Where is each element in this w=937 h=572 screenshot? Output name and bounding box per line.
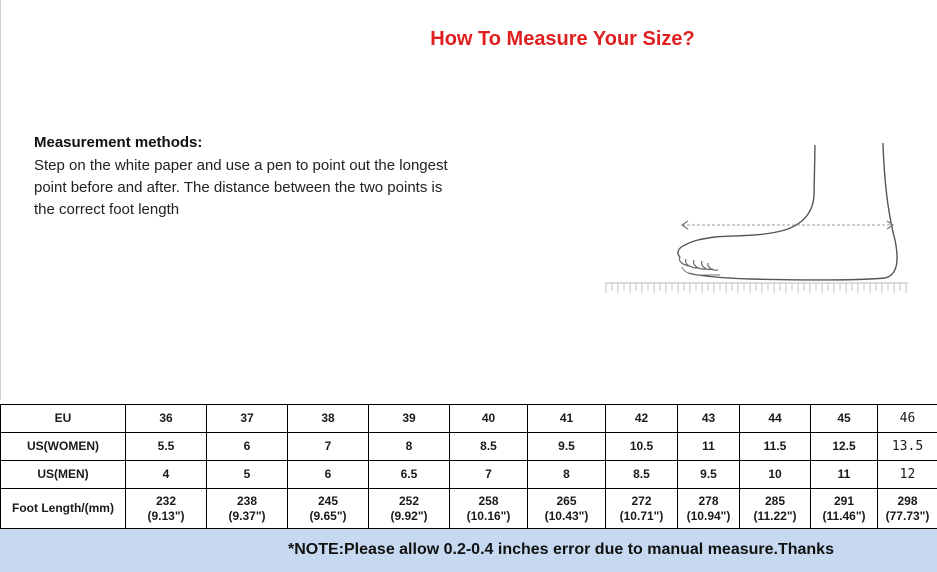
size-cell: 8.5 xyxy=(450,433,528,461)
length-cell xyxy=(740,489,811,529)
page-title: How To Measure Your Size? xyxy=(430,28,695,50)
length-cell xyxy=(606,489,678,529)
size-cell: 4 xyxy=(126,461,207,489)
size-cell: 5.5 xyxy=(126,433,207,461)
size-cell: 11.5 xyxy=(740,433,811,461)
row-label: Foot Length/(mm) xyxy=(1,489,126,529)
length-mm: 232 xyxy=(155,493,177,508)
methods-line: Step on the white paper and use a pen to point out the longest xyxy=(34,157,448,174)
size-cell: 7 xyxy=(288,433,369,461)
size-cell: 6 xyxy=(288,461,369,489)
size-cell: 37 xyxy=(207,405,288,433)
size-cell: 36 xyxy=(126,405,207,433)
size-cell: 38 xyxy=(288,405,369,433)
size-cell: 10.5 xyxy=(606,433,678,461)
size-cell: 9.5 xyxy=(678,461,740,489)
length-mm: 272 xyxy=(631,493,652,508)
length-inches: (10.16") xyxy=(466,508,511,523)
note-text: *NOTE:Please allow 0.2-0.4 inches error due to manual measure.Thanks xyxy=(288,541,834,558)
size-cell: 46 xyxy=(878,405,937,433)
length-inches: (10.71") xyxy=(619,508,664,523)
methods-line: point before and after. The distance between the two points is xyxy=(34,179,443,196)
size-cell: 40 xyxy=(450,405,528,433)
size-cell: 8 xyxy=(369,433,450,461)
size-cell: 12.5 xyxy=(811,433,878,461)
size-cell: 43 xyxy=(678,405,740,433)
length-mm: 265 xyxy=(556,493,577,508)
length-mm: 278 xyxy=(698,493,719,508)
length-mm: 298 xyxy=(897,493,918,508)
size-cell: 6 xyxy=(207,433,288,461)
length-cell xyxy=(450,489,528,529)
length-inches: (9.65") xyxy=(309,508,347,523)
length-inches: (11.22") xyxy=(753,508,797,523)
foot-measure-icon xyxy=(600,135,910,300)
size-cell: 10 xyxy=(740,461,811,489)
row-eu xyxy=(1,405,937,433)
row-label: US(WOMEN) xyxy=(1,433,126,461)
page-edge xyxy=(0,0,1,400)
length-cell xyxy=(288,489,369,529)
row-foot-length xyxy=(1,489,937,529)
size-cell: 12 xyxy=(878,461,937,489)
row-label: US(MEN) xyxy=(1,461,126,489)
length-mm: 285 xyxy=(764,493,786,508)
row-label: EU xyxy=(1,405,126,433)
size-cell: 9.5 xyxy=(528,433,606,461)
size-chart-table xyxy=(0,404,937,529)
length-mm: 291 xyxy=(833,493,855,508)
length-inches: (9.92") xyxy=(390,508,428,523)
length-mm: 245 xyxy=(317,493,339,508)
methods-heading: Measurement methods: xyxy=(34,134,203,151)
methods-body xyxy=(34,155,514,221)
length-cell xyxy=(207,489,288,529)
size-cell: 8.5 xyxy=(606,461,678,489)
size-cell: 13.5 xyxy=(878,433,937,461)
size-cell: 44 xyxy=(740,405,811,433)
size-cell: 11 xyxy=(811,461,878,489)
size-cell: 7 xyxy=(450,461,528,489)
length-inches: (77.73") xyxy=(885,508,930,523)
measurement-methods xyxy=(34,134,514,221)
length-cell xyxy=(878,489,937,529)
length-cell xyxy=(528,489,606,529)
length-cell xyxy=(369,489,450,529)
size-cell: 5 xyxy=(207,461,288,489)
row-us-women xyxy=(1,433,937,461)
size-cell: 39 xyxy=(369,405,450,433)
length-inches: (10.94") xyxy=(686,508,731,523)
size-cell: 6.5 xyxy=(369,461,450,489)
length-mm: 258 xyxy=(478,493,499,508)
length-inches: (10.43") xyxy=(544,508,589,523)
length-cell xyxy=(126,489,207,529)
length-cell xyxy=(678,489,740,529)
size-cell: 45 xyxy=(811,405,878,433)
length-inches: (11.46") xyxy=(822,508,866,523)
methods-line: the correct foot length xyxy=(34,201,180,218)
size-cell: 8 xyxy=(528,461,606,489)
size-cell: 42 xyxy=(606,405,678,433)
length-inches: (9.13") xyxy=(147,508,185,523)
length-mm: 238 xyxy=(236,493,258,508)
length-inches: (9.37") xyxy=(228,508,266,523)
length-mm: 252 xyxy=(398,493,420,508)
row-us-men xyxy=(1,461,937,489)
size-cell: 11 xyxy=(678,433,740,461)
length-cell xyxy=(811,489,878,529)
note-banner xyxy=(0,529,937,572)
size-cell: 41 xyxy=(528,405,606,433)
